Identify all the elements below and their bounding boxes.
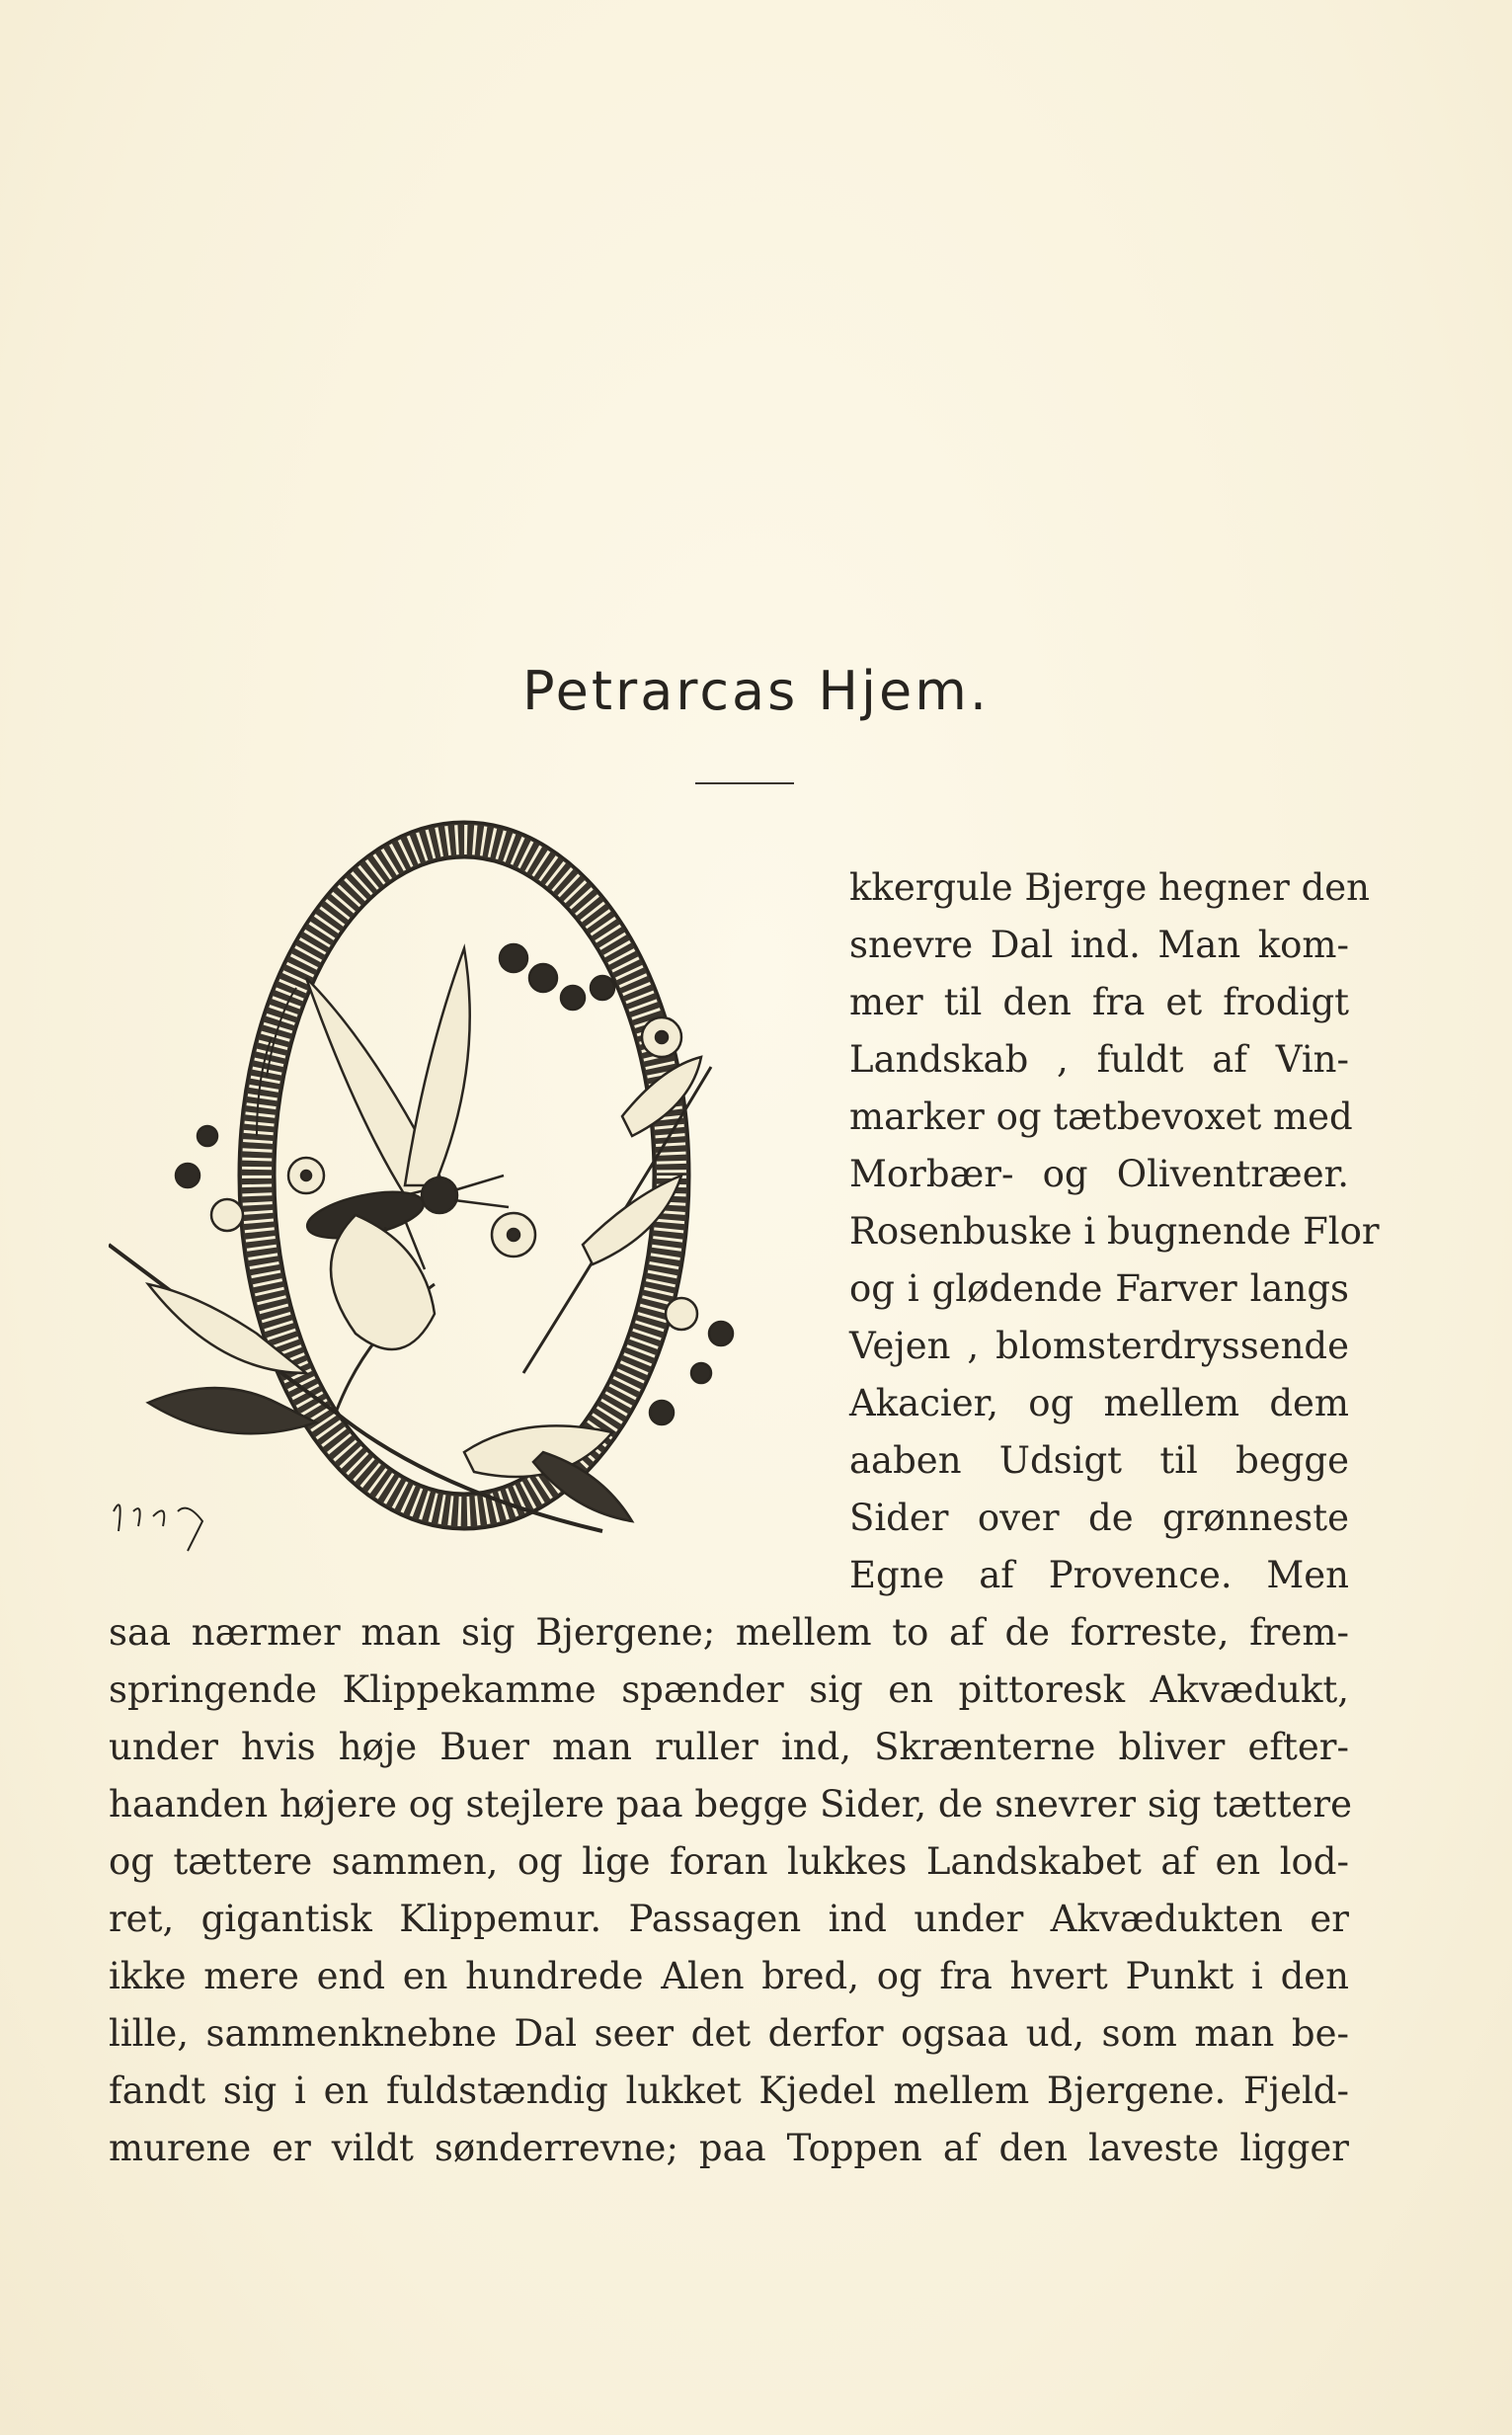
wasp-drawing bbox=[303, 948, 509, 1284]
text-line: ret, gigantisk Klippemur. Passagen ind under Akvædukten er bbox=[109, 1898, 1349, 1940]
text-line: springende Klippekamme spænder sig en pittoresk Akvædukt, bbox=[109, 1668, 1349, 1711]
text-line: og tættere sammen, og lige foran lukkes Landskabet af en lod- bbox=[109, 1840, 1349, 1883]
artist-signature bbox=[114, 1504, 202, 1551]
decorated-initial-illustration bbox=[109, 820, 830, 1571]
text-line: og i glødende Farver langs bbox=[849, 1267, 1349, 1310]
text-line: marker og tætbevoxet med bbox=[849, 1096, 1353, 1138]
text-line: saa nærmer man sig Bjergene; mellem to af de forreste, frem- bbox=[109, 1611, 1349, 1654]
text-line: snevre Dal ind. Man kom- bbox=[849, 924, 1349, 966]
text-line: kkergule Bjerge hegner den bbox=[849, 866, 1371, 909]
text-line: aaben Udsigt til begge bbox=[849, 1439, 1349, 1482]
text-line: Landskab , fuldt af Vin- bbox=[849, 1038, 1349, 1081]
title-rule bbox=[695, 782, 794, 784]
text-line: Egne af Provence. Men bbox=[849, 1554, 1349, 1596]
text-line: Morbær- og Oliventræer. bbox=[849, 1153, 1349, 1195]
text-line: mer til den fra et frodigt bbox=[849, 981, 1349, 1023]
text-line: haanden højere og stejlere paa begge Sider, de snevrer sig tættere bbox=[109, 1783, 1352, 1826]
text-line: ikke mere end en hundrede Alen bred, og fra hvert Punkt i den bbox=[109, 1955, 1349, 1997]
text-line: under hvis høje Buer man ruller ind, Skrænterne bliver efter- bbox=[109, 1726, 1349, 1768]
text-line: Rosenbuske i bugnende Flor bbox=[849, 1210, 1380, 1253]
text-line: murene er vildt sønderrevne; paa Toppen af den laveste ligger bbox=[109, 2127, 1349, 2169]
text-line: Vejen , blomsterdryssende bbox=[849, 1325, 1349, 1367]
text-line: Sider over de grønneste bbox=[849, 1497, 1349, 1539]
text-line: lille, sammenknebne Dal seer det derfor ogsaa ud, som man be- bbox=[109, 2012, 1349, 2055]
text-line: Akacier, og mellem dem bbox=[849, 1382, 1349, 1424]
chapter-title: Petrarcas Hjem. bbox=[521, 660, 991, 722]
text-line: fandt sig i en fuldstændig lukket Kjedel mellem Bjergene. Fjeld- bbox=[109, 2070, 1349, 2112]
